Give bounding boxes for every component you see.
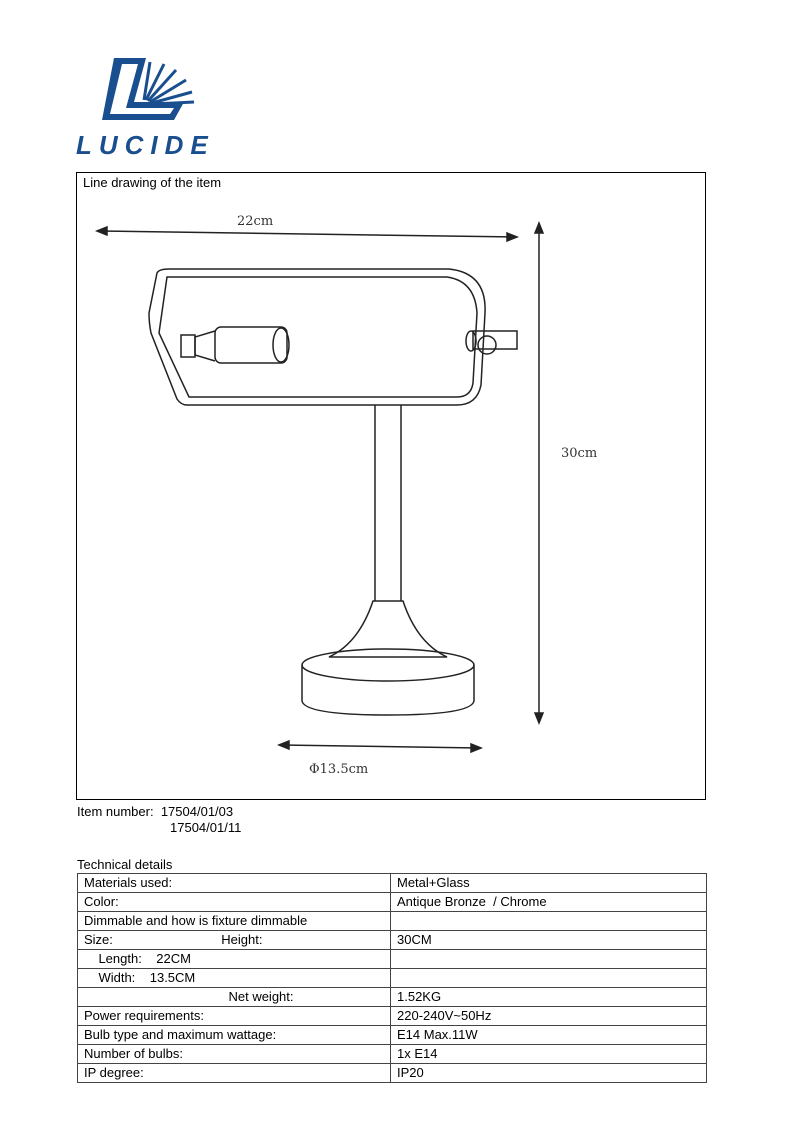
spec-label: Width: 13.5CM (78, 969, 391, 988)
item-number: 17504/01/03 (160, 804, 234, 819)
table-row (78, 1045, 707, 1064)
spec-label: Size: Height: (78, 931, 391, 950)
table-row (78, 893, 707, 912)
spec-label: IP degree: (78, 1064, 391, 1083)
item-number: 17504/01/11 (170, 820, 242, 835)
table-row (78, 931, 707, 950)
spec-value: IP20 (391, 1064, 707, 1083)
spec-label: Materials used: (78, 874, 391, 893)
table-row (78, 1007, 707, 1026)
spec-label: Length: 22CM (78, 950, 391, 969)
diameter-dimension: Φ13.5cm (309, 762, 369, 777)
spec-label: Color: (78, 893, 391, 912)
spec-label: Power requirements: (78, 1007, 391, 1026)
spec-value (391, 969, 707, 988)
item-number-label: Item number: (77, 804, 154, 819)
spec-value (391, 912, 707, 931)
spec-value (391, 950, 707, 969)
length-dimension: 22cm (237, 214, 274, 229)
spec-value: 30CM (391, 931, 707, 950)
item-numbers (77, 804, 241, 836)
lucide-logo (74, 54, 224, 164)
table-row (78, 950, 707, 969)
table-row (78, 1064, 707, 1083)
spec-value: 220-240V~50Hz (391, 1007, 707, 1026)
line-drawing-panel (76, 172, 706, 800)
svg-text:LUCIDE: LUCIDE (76, 130, 215, 160)
technical-details-title: Technical details (77, 857, 173, 872)
spec-value: Antique Bronze / Chrome (391, 893, 707, 912)
height-dimension: 30cm (561, 446, 598, 461)
spec-value: Metal+Glass (391, 874, 707, 893)
spec-value: E14 Max.11W (391, 1026, 707, 1045)
spec-label: Net weight: (78, 988, 391, 1007)
table-row (78, 912, 707, 931)
table-row (78, 969, 707, 988)
lamp-drawing (77, 173, 707, 801)
table-row (78, 874, 707, 893)
spec-value: 1.52KG (391, 988, 707, 1007)
spec-label: Dimmable and how is fixture dimmable (78, 912, 391, 931)
drawing-title: Line drawing of the item (83, 175, 222, 190)
table-row (78, 1026, 707, 1045)
technical-details-table (77, 873, 707, 1083)
spec-value: 1x E14 (391, 1045, 707, 1064)
table-row (78, 988, 707, 1007)
spec-label: Bulb type and maximum wattage: (78, 1026, 391, 1045)
spec-label: Number of bulbs: (78, 1045, 391, 1064)
